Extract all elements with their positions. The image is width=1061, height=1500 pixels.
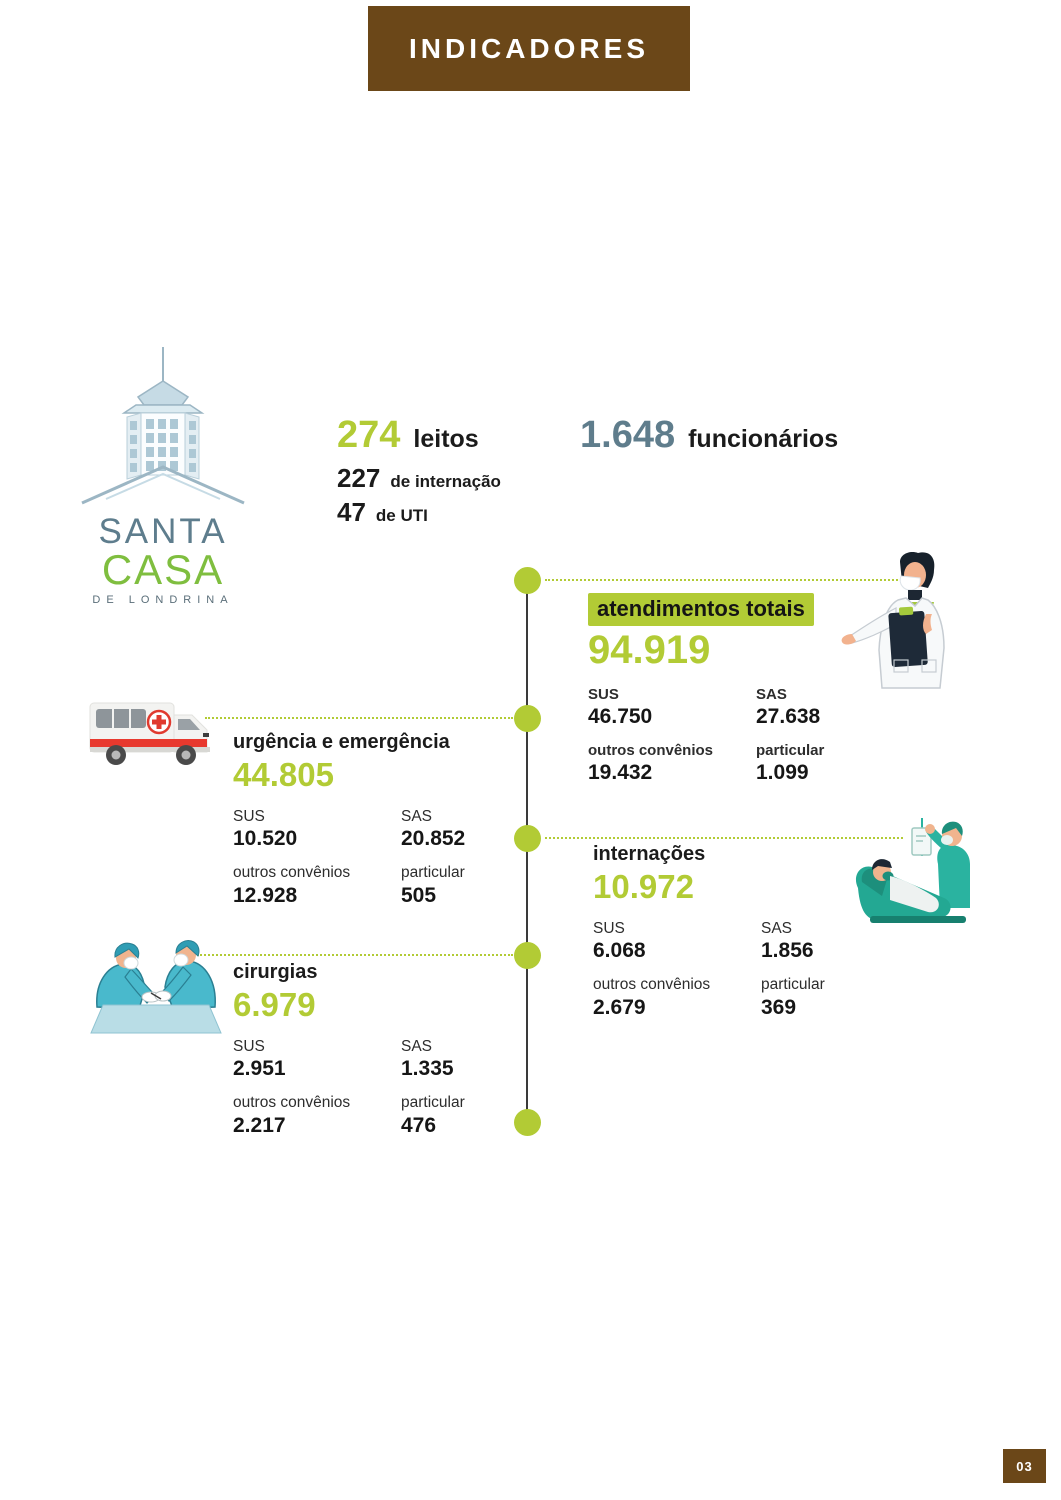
beds-uti [337,499,428,526]
beds-internacao [337,465,501,492]
ambulance-icon [88,693,218,780]
section-title: cirurgias [233,961,318,983]
hospital-tower-icon [78,494,248,511]
section-urgencia-emergencia [233,731,523,908]
stat-item: SAS 20.852 [401,807,466,851]
surgery-team-illustration-icon [85,933,227,1044]
employees-value: 1.648 [580,414,676,456]
section-cirurgias [233,961,523,1138]
beds-uti-value: 47 [337,497,366,527]
stat-item: particular 476 [401,1094,465,1138]
stats-grid [233,808,523,909]
stat-item: SAS 1.335 [401,1037,454,1081]
stat-item: SUS 2.951 [233,1037,286,1081]
section-internacoes [593,843,883,1020]
header-band [368,6,690,91]
stat-item: particular 1.099 [756,742,825,785]
stat-item: outros convênios 19.432 [588,742,714,785]
stats-grid [593,920,883,1021]
timeline-dot-1 [514,567,541,594]
connector-urgencia [205,717,513,719]
stat-item: outros convênios 12.928 [233,864,351,908]
logo-line-delondrina: DE LONDRINA [92,594,234,606]
page-number-badge [1003,1449,1046,1483]
section-title: internações [593,843,706,865]
stat-item: SUS 46.750 [588,686,653,728]
beds-uti-label: de UTI [375,506,428,525]
section-total: 94.919 [588,628,711,672]
logo-line-santa: SANTA [98,512,228,551]
stat-item: SAS 1.856 [761,919,814,963]
employees-label: funcionários [688,425,839,453]
stat-item: particular 505 [401,864,465,908]
beds-label: leitos [413,425,479,453]
stats-grid [588,686,888,785]
stat-item: outros convênios 2.679 [593,976,711,1020]
page-number: 03 [1016,1458,1033,1474]
stat-item: outros convênios 2.217 [233,1094,351,1138]
page-title: INDICADORES [408,32,649,64]
stat-item: SAS 27.638 [756,686,821,728]
section-total: 6.979 [233,986,316,1023]
stat-item: SUS 10.520 [233,807,298,851]
beds-summary [337,416,479,454]
employees-summary [580,416,838,454]
doctor-clipboard-illustration-icon [838,548,964,695]
stat-item: particular 369 [761,976,825,1020]
section-total: 10.972 [593,868,694,905]
stat-item: SUS 6.068 [593,919,646,963]
connector-cirurgias [197,954,513,956]
section-title-highlight: atendimentos totais [588,593,814,626]
section-total: 44.805 [233,756,334,793]
timeline-dot-2 [514,705,541,732]
section-title: urgência e emergência [233,731,450,753]
santa-casa-logo [78,345,248,606]
beds-internacao-value: 227 [337,463,381,493]
stats-grid [233,1038,523,1139]
logo-line-casa: CASA [101,546,225,593]
beds-internacao-label: de internação [390,472,501,491]
beds-value: 274 [337,414,401,456]
